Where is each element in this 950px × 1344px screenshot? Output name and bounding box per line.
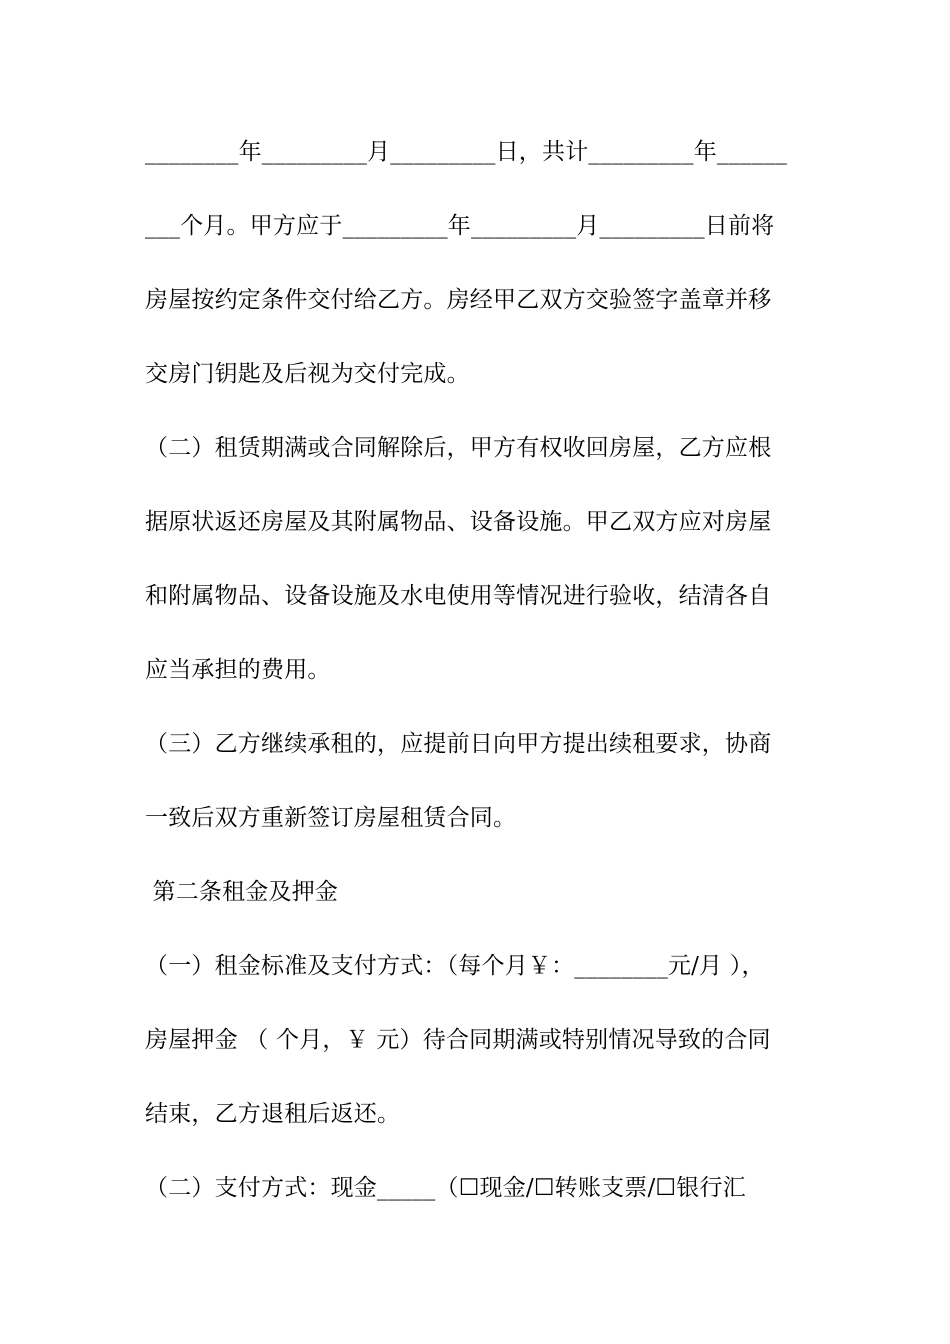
- clause-3-paragraph-line-1: （三）乙方继续承租的，应提前日向甲方提出续租要求，协商: [145, 731, 772, 757]
- text-line-3: 房屋按约定条件交付给乙方。房经甲乙双方交验签字盖章并移: [145, 287, 772, 313]
- clause-2-paragraph-line-2: 据原状返还房屋及其附属物品、设备设施。甲乙双方应对房屋: [145, 509, 772, 535]
- payment-method-line: （二）支付方式：现金_____（☐现金/☐转账支票/☐银行汇: [145, 1175, 746, 1201]
- clause-2-paragraph-line-1: （二）租赁期满或合同解除后，甲方有权收回房屋，乙方应根: [145, 435, 772, 461]
- rent-paragraph-line-2: 房屋押金 （ 个月，￥ 元）待合同期满或特别情况导致的合同: [145, 1027, 771, 1053]
- clause-3-paragraph-line-2: 一致后双方重新签订房屋租赁合同。: [145, 805, 517, 831]
- text-line-2: ___个月。甲方应于_________年_________月_________日前将: [145, 213, 775, 239]
- rent-paragraph-line-1: （一）租金标准及支付方式：（每个月￥：________元/月 ），: [145, 953, 765, 979]
- article-2-heading: 第二条租金及押金: [145, 879, 339, 905]
- clause-2-paragraph-line-3: 和附属物品、设备设施及水电使用等情况进行验收，结清各自: [145, 583, 772, 609]
- rent-paragraph-line-3: 结束，乙方退租后返还。: [145, 1101, 401, 1127]
- text-line-4: 交房门钥匙及后视为交付完成。: [145, 361, 470, 387]
- text-line-1: ________年_________月_________日，共计_________年______: [145, 139, 788, 165]
- clause-2-paragraph-line-4: 应当承担的费用。: [145, 657, 331, 683]
